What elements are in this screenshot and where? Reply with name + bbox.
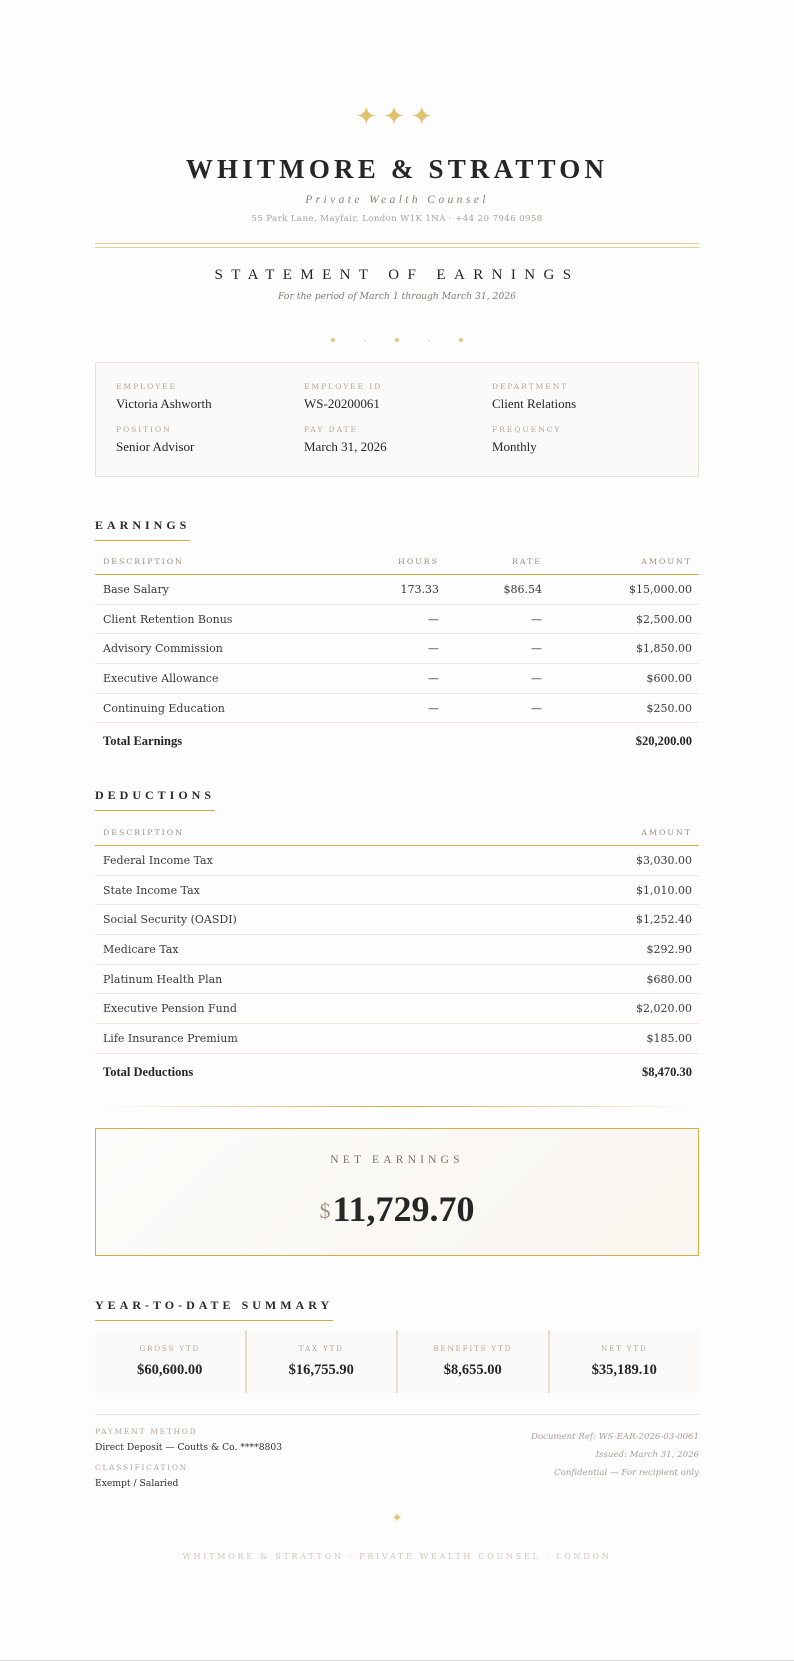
row-description: Continuing Education [103,701,225,715]
firm-name: WHITMORE & STRATTON [185,154,609,184]
net-earnings-amount [96,1187,698,1233]
field-label: DEPARTMENT [492,382,569,391]
total-earnings-row [95,723,699,759]
row-amount: $1,850.00 [636,642,692,656]
row-amount: $250.00 [646,701,692,715]
ytd-summary [95,1330,699,1393]
currency-symbol: $ [319,1198,331,1223]
field-label: PAY DATE [304,425,358,434]
row-hours: — [428,701,439,715]
row-amount: $185.00 [646,1032,692,1046]
firm-address: 55 Park Lane, Mayfair, London W1K 1NA · +44 20 7946 0958 [251,214,543,224]
row-description: Social Security (OASDI) [103,913,237,927]
row-amount: $292.90 [646,943,692,957]
document-title: STATEMENT OF EARNINGS [214,267,580,283]
column-header-amount: AMOUNT [641,557,692,566]
field-value: Client Relations [492,396,577,411]
ytd-label: NET YTD [600,1344,648,1353]
column-header-description: DESCRIPTION [103,828,184,837]
ytd-heading: YEAR-TO-DATE SUMMARY [95,1297,333,1321]
table-row [95,605,699,635]
row-rate: — [531,642,542,656]
table-row [95,905,699,935]
table-row [95,846,699,876]
table-row [95,664,699,694]
net-earnings-label: NET EARNINGS [330,1154,464,1166]
field-value: WS-20200061 [304,396,380,411]
row-amount: $600.00 [646,672,692,686]
ytd-net [548,1330,700,1393]
row-hours: — [428,612,439,626]
confidentiality-note: Confidential — For recipient only [554,1468,699,1478]
earnings-table [95,550,699,759]
net-earnings-card [95,1128,699,1256]
row-rate: — [531,672,542,686]
dot-icon [428,340,430,342]
row-description: State Income Tax [103,883,200,897]
footer-text: WHITMORE & STRATTON · PRIVATE WEALTH COUNSEL · LONDON [182,1551,612,1561]
payment-method-value: Direct Deposit — Coutts & Co. ****8803 [95,1442,283,1453]
dot-icon [331,338,335,342]
department-field [492,381,672,413]
section-divider [95,1106,699,1107]
table-row [95,634,699,664]
pay-period: For the period of March 1 through March 31, 2026 [278,291,516,302]
deductions-heading: DEDUCTIONS [95,787,215,811]
column-header-hours: HOURS [398,557,439,566]
row-amount: $680.00 [646,972,692,986]
issued-date: Issued: March 31, 2026 [595,1450,699,1460]
table-row [95,1024,699,1054]
column-header-rate: RATE [512,557,542,566]
employee-field [116,381,296,413]
payment-method-label: PAYMENT METHOD [95,1427,198,1436]
footer-divider [95,1414,699,1415]
field-label: EMPLOYEE ID [304,382,383,391]
row-hours: 173.33 [400,583,439,596]
ytd-gross [95,1330,245,1393]
dot-icon [364,340,366,342]
row-description: Federal Income Tax [103,854,213,867]
field-label: EMPLOYEE [116,382,177,391]
ytd-label: TAX YTD [298,1344,344,1353]
document-ref: Document Ref: WS-EAR-2026-03-0061 [530,1432,699,1442]
ytd-value: $60,600.00 [137,1362,203,1378]
table-row [95,694,699,724]
table-row [95,876,699,906]
employee-id-field [304,381,484,413]
table-row [95,575,699,605]
ytd-label: BENEFITS YTD [433,1344,513,1353]
document-reference [399,1428,699,1482]
table-row [95,935,699,965]
star-ornament-icon: ✦✦✦ [355,102,439,132]
star-ornament-icon: ✦ [391,1511,403,1526]
row-description: Executive Pension Fund [103,1002,237,1016]
employee-info-card [95,362,699,477]
ytd-tax [245,1330,397,1393]
row-amount: $2,500.00 [636,612,692,626]
total-amount: $8,470.30 [642,1064,692,1079]
ytd-benefits [396,1330,548,1393]
row-rate: — [531,701,542,715]
dot-icon [395,338,399,342]
row-amount: $1,252.40 [636,913,692,927]
row-description: Life Insurance Premium [103,1032,238,1046]
row-amount: $3,030.00 [636,854,692,867]
row-description: Medicare Tax [103,943,179,957]
row-hours: — [428,672,439,686]
ytd-value: $35,189.10 [591,1362,657,1378]
column-header-description: DESCRIPTION [103,557,184,566]
header-divider [95,243,699,248]
total-label: Total Earnings [103,734,183,749]
dot-divider [95,327,699,346]
row-amount: $2,020.00 [636,1002,692,1016]
table-header [95,821,699,846]
field-value: Senior Advisor [116,439,195,454]
ytd-value: $16,755.90 [288,1362,354,1378]
classification-value: Exempt / Salaried [95,1478,179,1489]
row-description: Client Retention Bonus [103,612,233,626]
total-label: Total Deductions [103,1064,194,1079]
classification-label: CLASSIFICATION [95,1463,189,1472]
total-amount: $20,200.00 [635,734,692,749]
field-value: March 31, 2026 [304,439,387,454]
earnings-heading: EARNINGS [95,517,190,541]
pay-date-field [304,424,484,456]
deductions-table [95,821,699,1090]
row-amount: $15,000.00 [629,583,692,596]
row-description: Platinum Health Plan [103,972,223,986]
row-description: Executive Allowance [103,672,219,686]
frequency-field [492,424,672,456]
row-description: Advisory Commission [103,642,223,656]
field-label: FREQUENCY [492,425,562,434]
row-amount: $1,010.00 [636,883,692,897]
column-header-amount: AMOUNT [641,828,692,837]
table-header [95,550,699,575]
ytd-value: $8,655.00 [443,1362,502,1378]
field-label: POSITION [116,425,172,434]
row-rate: $86.54 [503,583,542,596]
table-row [95,965,699,995]
field-value: Monthly [492,439,537,454]
firm-tagline: Private Wealth Counsel [305,194,489,206]
total-deductions-row [95,1054,699,1090]
row-rate: — [531,612,542,626]
row-hours: — [428,642,439,656]
ytd-label: GROSS YTD [139,1344,201,1353]
field-value: Victoria Ashworth [116,396,212,411]
dot-icon [459,338,463,342]
position-field [116,424,296,456]
payment-details [95,1426,395,1498]
table-row [95,994,699,1024]
row-description: Base Salary [103,583,169,596]
net-earnings-value: 11,729.70 [332,1189,475,1229]
